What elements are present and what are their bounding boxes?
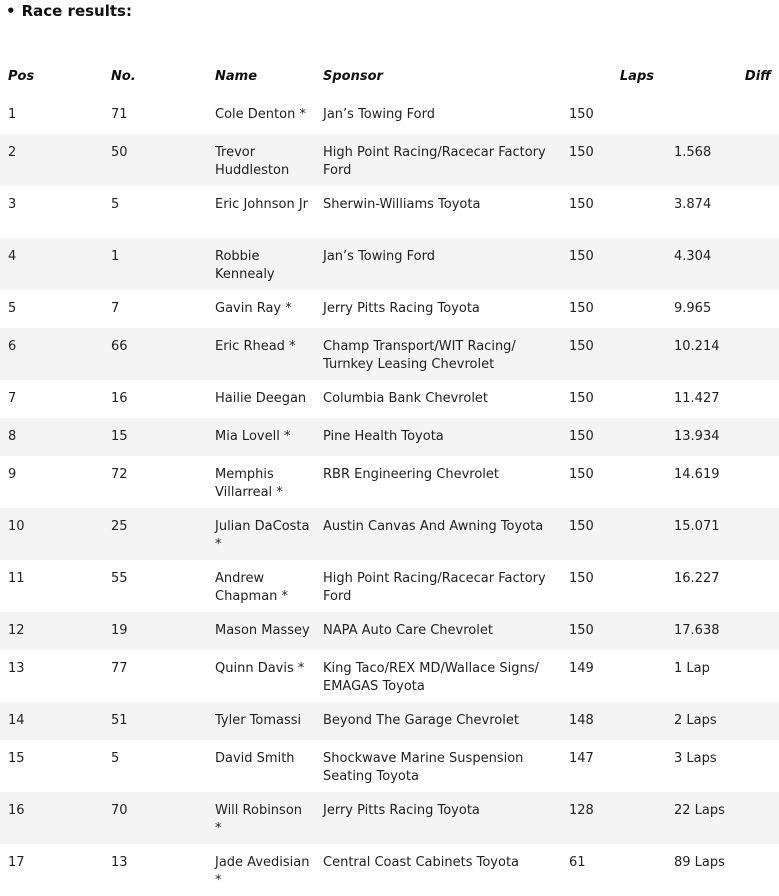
cell-name: Eric Johnson Jr (215, 197, 308, 212)
cell-sponsor: Jerry Pitts Racing Toyota (315, 792, 561, 844)
cell-laps: 150 (561, 238, 666, 290)
cell-sponsor: Sherwin-Williams Toyota (323, 197, 481, 212)
cell-pos: 9 (8, 467, 17, 482)
cell-laps: 149 (569, 661, 594, 676)
table-row (0, 508, 779, 560)
cell-diff: 15.071 (666, 508, 779, 560)
cell-name: Julian DaCosta * (207, 508, 315, 560)
cell-laps: 150 (561, 508, 666, 560)
cell-diff: 4.304 (666, 238, 779, 290)
cell-sponsor: Beyond The Garage Chevrolet (315, 702, 561, 740)
cell-no: 25 (103, 508, 207, 560)
cell-laps: 61 (569, 855, 586, 870)
cell-no: 5 (111, 197, 120, 212)
table-row (0, 702, 779, 740)
cell-name: Cole Denton * (215, 107, 306, 122)
cell-no: 13 (111, 855, 128, 870)
cell-diff (666, 96, 779, 134)
cell-sponsor: Jan’s Towing Ford (315, 238, 561, 290)
cell-laps: 150 (569, 107, 594, 122)
table-row (0, 792, 779, 844)
cell-laps: 150 (569, 571, 594, 586)
table-row (0, 380, 779, 418)
cell-pos: 7 (8, 391, 17, 406)
cell-name: Will Robinson * (207, 792, 315, 844)
cell-diff: 3.874 (674, 197, 712, 212)
cell-no: 19 (103, 612, 207, 650)
table-header-row (0, 56, 779, 96)
cell-name: Robbie Kennealy (207, 238, 315, 290)
cell-name: Trevor Huddleston (207, 134, 315, 186)
cell-name: Hailie Deegan (215, 391, 307, 406)
cell-no: 70 (103, 792, 207, 844)
cell-name: Memphis Villarreal * (215, 467, 283, 500)
cell-sponsor: High Point Racing/Racecar Factory Ford (323, 571, 546, 604)
cell-laps: 150 (569, 391, 594, 406)
cell-name: Eric Rhead * (207, 328, 315, 380)
cell-diff: 1.568 (666, 134, 779, 186)
table-row (0, 290, 779, 328)
table-row (0, 418, 779, 456)
cell-name: Mason Massey (207, 612, 315, 650)
cell-diff: 1 Lap (674, 661, 710, 676)
cell-pos: 6 (0, 328, 103, 380)
cell-pos: 1 (8, 107, 17, 122)
cell-sponsor: Central Coast Cabinets Toyota (323, 855, 520, 870)
cell-sponsor: NAPA Auto Care Chevrolet (315, 612, 561, 650)
cell-no: 5 (111, 751, 120, 766)
cell-no: 1 (103, 238, 207, 290)
cell-diff: 14.619 (674, 467, 720, 482)
cell-sponsor: High Point Racing/Racecar Factory Ford (315, 134, 561, 186)
cell-no: 7 (111, 301, 120, 316)
cell-name: Mia Lovell * (207, 418, 315, 456)
cell-sponsor: King Taco/REX MD/Wallace Signs/ EMAGAS Toyota (323, 661, 539, 694)
cell-sponsor: Shockwave Marine Suspension Seating Toyota (323, 751, 524, 784)
race-results-table (0, 56, 779, 896)
cell-diff: 17.638 (666, 612, 779, 650)
col-header-laps: Laps (619, 68, 654, 84)
cell-diff: 3 Laps (674, 751, 717, 766)
cell-laps: 150 (569, 197, 594, 212)
table-row (0, 560, 779, 612)
cell-name: David Smith (215, 751, 295, 766)
cell-laps: 150 (561, 134, 666, 186)
cell-no: 71 (111, 107, 128, 122)
cell-no: 15 (103, 418, 207, 456)
cell-pos: 4 (0, 238, 103, 290)
cell-name: Andrew Chapman * (215, 571, 289, 604)
cell-sponsor: Austin Canvas And Awning Toyota (315, 508, 561, 560)
cell-pos: 11 (8, 571, 25, 586)
cell-no: 55 (111, 571, 128, 586)
col-header-no: No. (111, 68, 136, 84)
table-body (0, 96, 779, 896)
cell-no: 66 (103, 328, 207, 380)
cell-sponsor: Jerry Pitts Racing Toyota (323, 301, 480, 316)
cell-diff: 13.934 (666, 418, 779, 456)
table-row (0, 328, 779, 380)
table-row (0, 844, 779, 896)
cell-diff: 89 Laps (674, 855, 725, 870)
cell-name: Tyler Tomassi (207, 702, 315, 740)
cell-diff: 2 Laps (666, 702, 779, 740)
bullet-icon: • (6, 2, 16, 20)
table-row (0, 456, 779, 508)
table-row (0, 134, 779, 186)
cell-laps: 150 (561, 418, 666, 456)
cell-pos: 17 (8, 855, 25, 870)
cell-no: 51 (103, 702, 207, 740)
cell-pos: 12 (0, 612, 103, 650)
cell-diff: 10.214 (666, 328, 779, 380)
heading-text: Race results: (21, 2, 132, 20)
cell-no: 16 (111, 391, 128, 406)
cell-pos: 15 (8, 751, 25, 766)
cell-pos: 3 (8, 197, 17, 212)
table-row (0, 186, 779, 238)
cell-no: 50 (103, 134, 207, 186)
table-row (0, 740, 779, 792)
table-row (0, 96, 779, 134)
cell-diff: 16.227 (674, 571, 720, 586)
cell-sponsor: Jan’s Towing Ford (323, 107, 435, 122)
cell-name: Gavin Ray * (215, 301, 292, 316)
cell-pos: 16 (0, 792, 103, 844)
cell-pos: 10 (0, 508, 103, 560)
col-header-name: Name (215, 68, 258, 84)
table-row (0, 612, 779, 650)
col-header-pos: Pos (8, 68, 35, 84)
cell-sponsor: Columbia Bank Chevrolet (323, 391, 489, 406)
cell-diff: 22 Laps (666, 792, 779, 844)
cell-pos: 14 (0, 702, 103, 740)
cell-pos: 5 (8, 301, 17, 316)
section-heading (6, 2, 132, 20)
cell-sponsor: Champ Transport/WIT Racing/ Turnkey Leasing Chevrolet (315, 328, 561, 380)
table-row (0, 238, 779, 290)
col-header-sponsor: Sponsor (323, 68, 383, 84)
cell-no: 77 (111, 661, 128, 676)
cell-laps: 150 (569, 467, 594, 482)
cell-sponsor: RBR Engineering Chevrolet (323, 467, 499, 482)
cell-no: 72 (111, 467, 128, 482)
cell-laps: 148 (561, 702, 666, 740)
cell-laps: 150 (561, 328, 666, 380)
cell-diff: 11.427 (674, 391, 720, 406)
cell-diff: 9.965 (674, 301, 712, 316)
cell-laps: 150 (569, 301, 594, 316)
cell-laps: 147 (569, 751, 594, 766)
table-row (0, 650, 779, 702)
cell-name: Quinn Davis * (215, 661, 305, 676)
col-header-diff: Diff (744, 68, 771, 84)
cell-name: Jade Avedisian * (215, 855, 310, 888)
cell-pos: 8 (0, 418, 103, 456)
cell-laps: 150 (561, 612, 666, 650)
cell-pos: 13 (8, 661, 25, 676)
cell-pos: 2 (0, 134, 103, 186)
cell-sponsor: Pine Health Toyota (315, 418, 561, 456)
cell-laps: 128 (561, 792, 666, 844)
